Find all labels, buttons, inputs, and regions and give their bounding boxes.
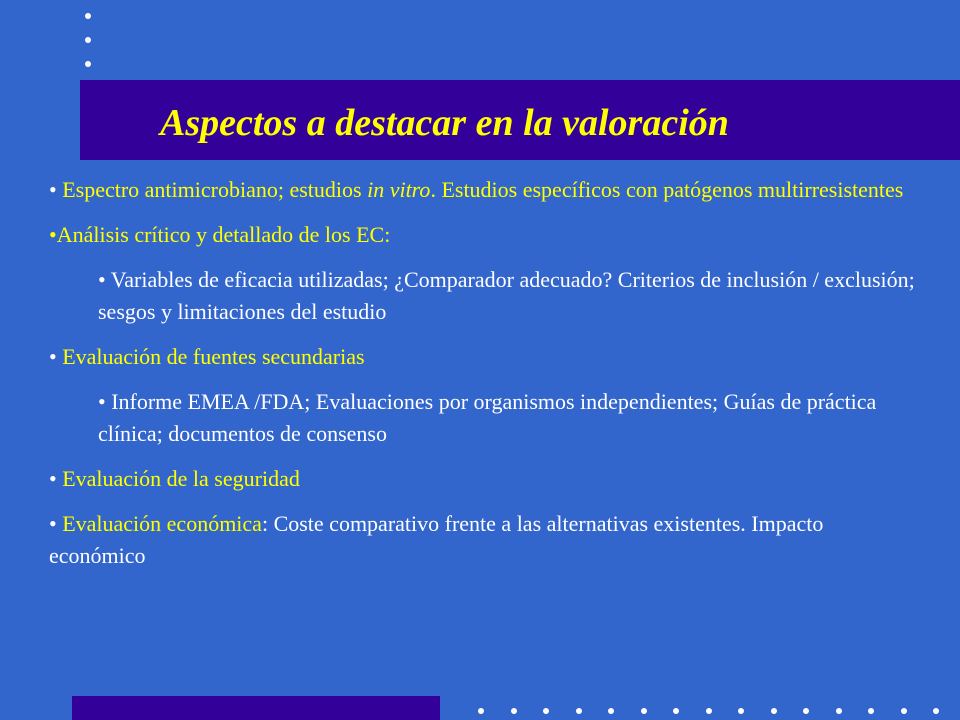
bullet-text-yellow: Evaluación económica: [62, 511, 262, 536]
bottom-band: [72, 696, 440, 720]
decorative-dot: [901, 708, 907, 714]
bullet-text-yellow: Espectro antimicrobiano; estudios: [62, 177, 368, 202]
bullet-text-italic: in vitro: [367, 177, 431, 202]
bullet-marker: •: [49, 466, 57, 491]
bullet-item-secondary-sources: [49, 341, 919, 373]
decorative-dot: [803, 708, 809, 714]
sub-bullet-reports: • Informe EMEA /FDA; Evaluaciones por organismos independientes; Guías de práctica clínica; documentos de consenso: [98, 389, 877, 446]
decorative-dot: [836, 708, 842, 714]
bullet-item-economic: [49, 508, 919, 572]
decorative-dot: [738, 708, 744, 714]
decorative-dot: [543, 708, 549, 714]
decorative-dot: [85, 37, 91, 43]
bullet-item-analysis: •Análisis crítico y detallado de los EC:: [49, 222, 391, 247]
decorative-dot: [706, 708, 712, 714]
decorative-dot: [771, 708, 777, 714]
decorative-dot: [85, 13, 91, 19]
bullet-text: Evaluación de fuentes secundarias: [62, 344, 365, 369]
decorative-dot: [511, 708, 517, 714]
decorative-dot: [673, 708, 679, 714]
sub-bullet-variables: • Variables de eficacia utilizadas; ¿Comparador adecuado? Criterios de inclusión / exclusión; sesgos y limitaciones del estudio: [98, 267, 915, 324]
bullet-marker: •: [49, 344, 57, 369]
bullet-list: [49, 174, 919, 585]
bullet-text-white: : Coste comparativo frente a las alternativas existentes. Impacto económico: [49, 511, 824, 568]
decorative-dot: [933, 708, 939, 714]
decorative-dot: [478, 708, 484, 714]
slide-title: Aspectos a destacar en la valoración: [160, 102, 729, 144]
bullet-item-spectrum: [49, 174, 919, 206]
decorative-dot: [641, 708, 647, 714]
decorative-dot: [868, 708, 874, 714]
bullet-marker: •: [49, 511, 57, 536]
decorative-dot: [608, 708, 614, 714]
bullet-text: Evaluación de la seguridad: [62, 466, 300, 491]
bullet-marker: •: [49, 177, 57, 202]
bullet-item-safety: [49, 463, 919, 495]
decorative-dot: [576, 708, 582, 714]
bullet-text-rest: . Estudios específicos con patógenos multirresistentes: [430, 177, 904, 202]
decorative-dot: [85, 61, 91, 67]
